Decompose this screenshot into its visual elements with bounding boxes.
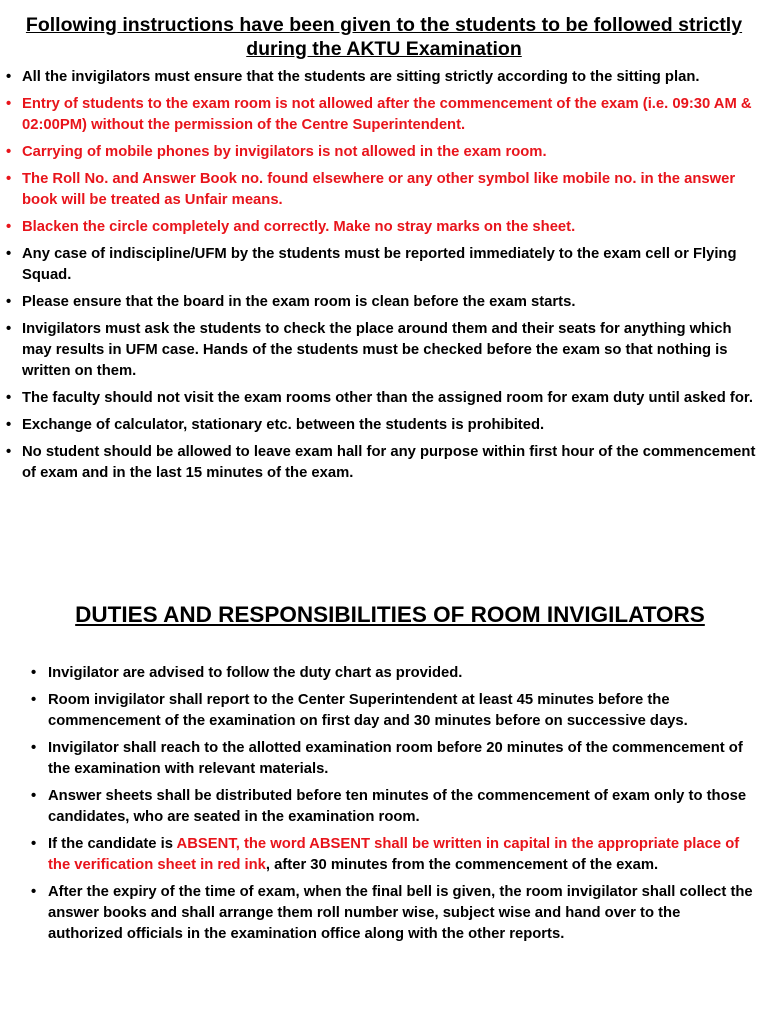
list-item [31, 882, 759, 945]
list-item [6, 67, 758, 88]
bullet-icon: • [6, 96, 12, 112]
list-item-text: Exchange of calculator, stationary etc. between the students is prohibited. [22, 417, 545, 433]
list-item-text: The faculty should not visit the exam rooms other than the assigned room for exam duty until asked for. [22, 390, 753, 406]
bullet-icon: • [6, 144, 12, 160]
bullet-icon: • [31, 836, 37, 852]
list-item [6, 442, 758, 484]
list-item-text: Please ensure that the board in the exam room is clean before the exam starts. [22, 294, 576, 310]
list-item [31, 663, 759, 684]
list-item [6, 292, 758, 313]
list-item-text: After the expiry of the time of exam, when the final bell is given, the room invigilator shall collect the answer books and shall arrange them roll number wise, subject wise and hand over to the authorized officials in the examination office along with the other reports. [48, 884, 753, 942]
list-item-text: Any case of indiscipline/UFM by the students must be reported immediately to the exam cell or Flying Squad. [22, 246, 737, 283]
duties-list [31, 663, 759, 951]
instructions-list [6, 67, 758, 490]
list-item [31, 786, 759, 828]
list-item-text: The Roll No. and Answer Book no. found elsewhere or any other symbol like mobile no. in the answer book will be treated as Unfair means. [22, 171, 736, 208]
bullet-icon: • [31, 665, 37, 681]
list-item-text-lead: If the candidate is [48, 836, 177, 852]
list-item [6, 319, 758, 382]
bullet-icon: • [6, 390, 12, 406]
list-item [6, 94, 758, 136]
list-item [6, 388, 758, 409]
bullet-icon: • [6, 171, 12, 187]
list-item-text: Invigilators must ask the students to check the place around them and their seats for anything which may results in UFM case. Hands of the students must be checked before the exam so that nothing is written on them. [22, 321, 732, 379]
list-item [6, 415, 758, 436]
list-item-text: Carrying of mobile phones by invigilators is not allowed in the exam room. [22, 144, 547, 160]
instructions-heading: Following instructions have been given to the students to be followed strictly during the AKTU Examination [25, 14, 743, 60]
list-item-text: Entry of students to the exam room is not allowed after the commencement of the exam (i.e. 09:30 AM & 02:00PM) without the permission of the Centre Superintendent. [22, 96, 752, 133]
list-item [31, 690, 759, 732]
bullet-icon: • [31, 692, 37, 708]
list-item [6, 217, 758, 238]
bullet-icon: • [6, 294, 12, 310]
bullet-icon: • [6, 321, 12, 337]
list-item [31, 834, 759, 876]
list-item-text: Room invigilator shall report to the Center Superintendent at least 45 minutes before the commencement of the examination on first day and 30 minutes before on successive days. [48, 692, 688, 729]
list-item-text: All the invigilators must ensure that the students are sitting strictly according to the sitting plan. [22, 69, 700, 85]
bullet-icon: • [6, 246, 12, 262]
list-item-text: Answer sheets shall be distributed before ten minutes of the commencement of exam only to those candidates, who are seated in the examination room. [48, 788, 747, 825]
list-item-text: No student should be allowed to leave exam hall for any purpose within first hour of the commencement of exam and in the last 15 minutes of the exam. [22, 444, 756, 481]
list-item-text: Invigilator shall reach to the allotted examination room before 20 minutes of the commencement of the examination with relevant materials. [48, 740, 743, 777]
bullet-icon: • [6, 219, 12, 235]
list-item [31, 738, 759, 780]
bullet-icon: • [6, 444, 12, 460]
list-item [6, 169, 758, 211]
list-item [6, 244, 758, 286]
list-item [6, 142, 758, 163]
list-item-text: Blacken the circle completely and correctly. Make no stray marks on the sheet. [22, 219, 576, 235]
bullet-icon: • [6, 417, 12, 433]
bullet-icon: • [31, 884, 37, 900]
duties-heading: DUTIES AND RESPONSIBILITIES OF ROOM INVIGILATORS [75, 602, 705, 627]
bullet-icon: • [6, 69, 12, 85]
list-item-text: Invigilator are advised to follow the duty chart as provided. [48, 665, 463, 681]
list-item-text-tail: , after 30 minutes from the commencement of the exam. [265, 857, 659, 873]
absent-highlight-text: ABSENT, the word ABSENT shall be written in capital in the appropriate place of the verification sheet in red ink [48, 836, 740, 873]
bullet-icon: • [31, 740, 37, 756]
bullet-icon: • [31, 788, 37, 804]
